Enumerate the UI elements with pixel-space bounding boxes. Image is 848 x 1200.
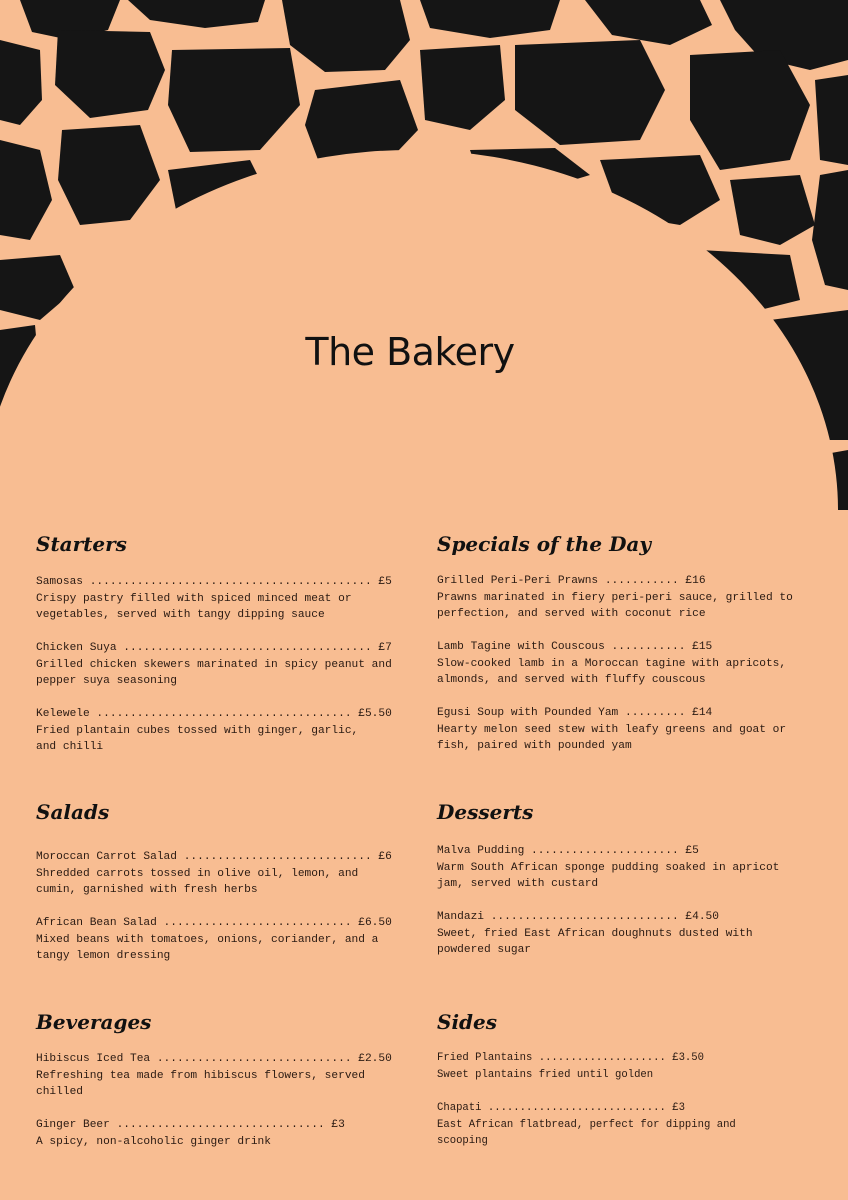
menu-item bbox=[437, 1050, 809, 1083]
menu-item-description: Grilled chicken skewers marinated in spicy peanut and pepper suya seasoning bbox=[36, 658, 392, 687]
menu-item bbox=[36, 849, 408, 899]
menu-item bbox=[36, 706, 408, 756]
menu-item-line: Malva Pudding ...................... £5 bbox=[437, 845, 699, 857]
section-title-specials: Specials of the Day bbox=[437, 532, 652, 556]
menu-item bbox=[36, 915, 408, 965]
menu-item-line: Egusi Soup with Pounded Yam ......... £14 bbox=[437, 707, 713, 719]
section-title-beverages: Beverages bbox=[36, 1010, 152, 1034]
menu-item-line: African Bean Salad ............................ £6.50 bbox=[36, 917, 392, 929]
menu-item bbox=[36, 1117, 408, 1150]
menu-item-line: Grilled Peri-Peri Prawns ........... £16 bbox=[437, 575, 706, 587]
menu-item-line: Ginger Beer ............................... £3 bbox=[36, 1119, 345, 1131]
section-title-sides: Sides bbox=[437, 1010, 498, 1034]
menu-item-line: Kelewele ...................................... £5.50 bbox=[36, 708, 392, 720]
menu-item-line: Fried Plantains .................... £3.50 bbox=[437, 1052, 705, 1064]
menu-item bbox=[437, 909, 809, 959]
menu-item-line: Chicken Suya ..................................... £7 bbox=[36, 642, 392, 654]
menu-item-line: Hibiscus Iced Tea ............................. £2.50 bbox=[36, 1053, 392, 1065]
section-title-salads: Salads bbox=[36, 800, 110, 824]
menu-item-line: Chapati ............................ £3 bbox=[437, 1102, 685, 1114]
menu-item-description: A spicy, non-alcoholic ginger drink bbox=[36, 1135, 271, 1148]
menu-item-description: Sweet plantains fried until golden bbox=[437, 1068, 654, 1081]
menu-item-description: Refreshing tea made from hibiscus flowers, served chilled bbox=[36, 1069, 365, 1098]
menu-item-description: Crispy pastry filled with spiced minced meat or vegetables, served with tangy dipping sauce bbox=[36, 592, 352, 621]
menu-item-description: Warm South African sponge pudding soaked in apricot jam, served with custard bbox=[437, 861, 780, 890]
menu-item bbox=[36, 574, 408, 624]
menu-item bbox=[437, 639, 809, 689]
menu-item bbox=[437, 843, 809, 893]
menu-item-description: Mixed beans with tomatoes, onions, coriander, and a tangy lemon dressing bbox=[36, 933, 379, 962]
menu-item-line: Samosas .......................................... £5 bbox=[36, 576, 392, 588]
menu-item-description: Slow-cooked lamb in a Moroccan tagine with apricots, almonds, and served with fluffy couscous bbox=[437, 657, 787, 686]
section-title-starters: Starters bbox=[36, 532, 127, 556]
menu-item-line: Moroccan Carrot Salad ............................ £6 bbox=[36, 851, 392, 863]
menu-item-description: Shredded carrots tossed in olive oil, lemon, and cumin, garnished with fresh herbs bbox=[36, 867, 359, 896]
menu-item-line: Mandazi ............................ £4.50 bbox=[437, 911, 719, 923]
page-title: The Bakery bbox=[305, 330, 515, 374]
menu-item bbox=[36, 640, 408, 690]
menu-item bbox=[437, 705, 809, 755]
menu-item-description: East African flatbread, perfect for dipping and scooping bbox=[437, 1118, 736, 1147]
menu-item-description: Sweet, fried East African doughnuts dusted with powdered sugar bbox=[437, 927, 753, 956]
menu-item bbox=[36, 1051, 408, 1101]
menu-item-line: Lamb Tagine with Couscous ........... £15 bbox=[437, 641, 713, 653]
menu-item-description: Prawns marinated in fiery peri-peri sauce, grilled to perfection, and served with coconut rice bbox=[437, 591, 793, 620]
menu-item-description: Fried plantain cubes tossed with ginger, garlic, and chilli bbox=[36, 724, 359, 753]
menu-item-description: Hearty melon seed stew with leafy greens and goat or fish, paired with pounded yam bbox=[437, 723, 787, 752]
section-title-desserts: Desserts bbox=[437, 800, 534, 824]
menu-item bbox=[437, 1100, 809, 1150]
menu-item bbox=[437, 573, 809, 623]
